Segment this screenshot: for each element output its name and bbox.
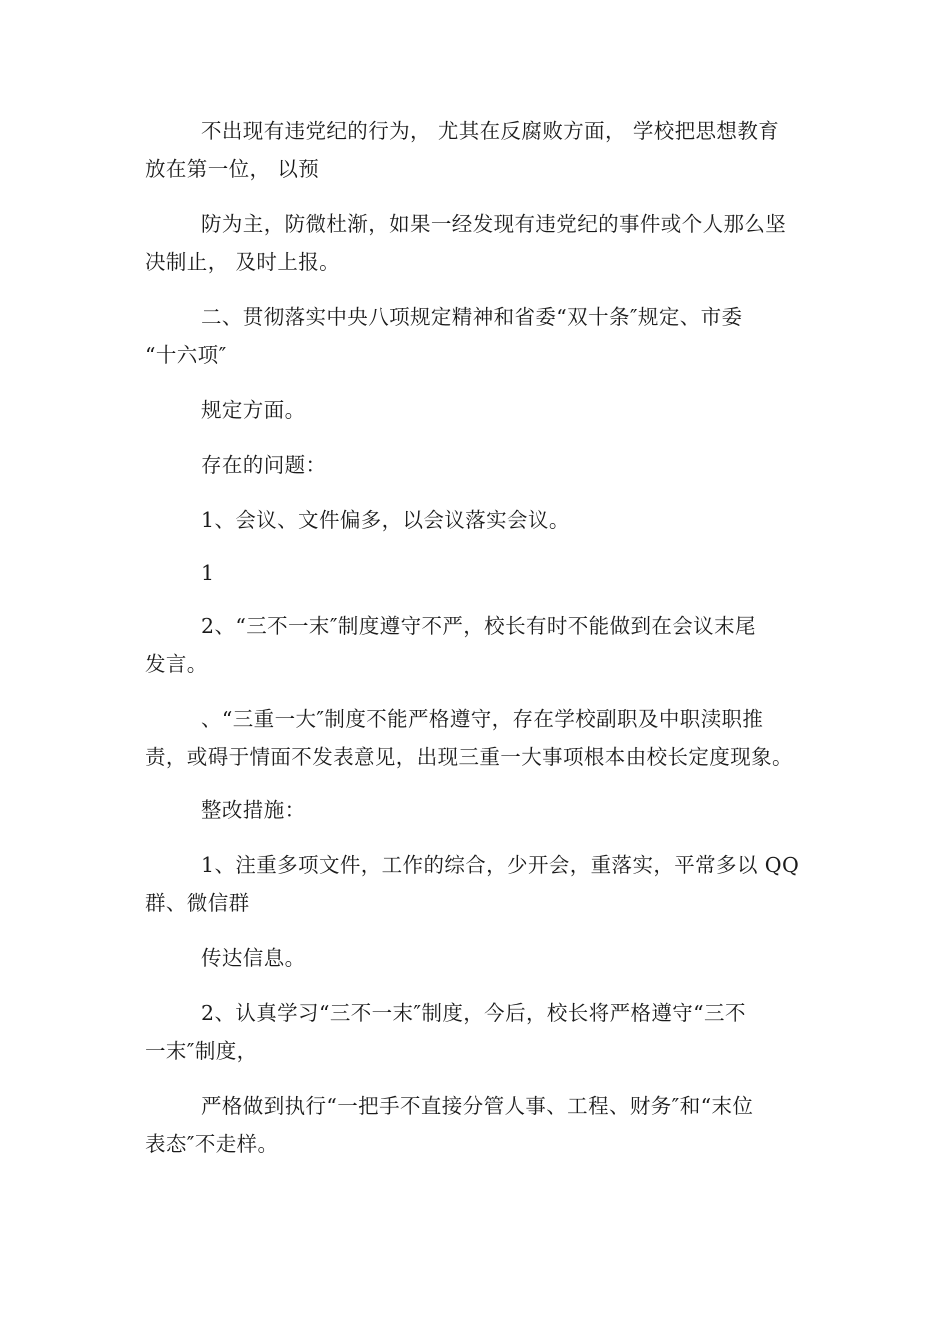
text-line: 2、“三不一末″制度遵守不严，校长有时不能做到在会议末尾: [201, 614, 756, 638]
text-line: 传达信息。: [201, 946, 306, 970]
measure-item-1: [145, 846, 807, 922]
text-line: 防为主，防微杜渐，如果一经发现有违党纪的事件或个人那么坚: [201, 212, 787, 236]
problem-item-3: [145, 700, 807, 776]
text-line: 决制止， 及时上报。: [145, 250, 341, 274]
text-line: 二、贯彻落实中央八项规定精神和省委“双十条″规定、市委: [201, 305, 743, 329]
paragraph-prevention: [145, 205, 807, 281]
problem-item-2: [145, 607, 807, 683]
text-line: 责，或碍于情面不发表意见，出现三重一大事项根本由校长定度现象。: [145, 745, 793, 769]
section-heading-eight-rules: [145, 298, 807, 374]
text-line: 一末″制度，: [145, 1039, 258, 1063]
text-line: 规定方面。: [201, 398, 306, 422]
text-line: 群、微信群: [145, 891, 250, 915]
text-line: 、“三重一大″制度不能严格遵守，存在学校副职及中职渎职推: [201, 707, 764, 731]
text-line: 1、会议、文件偏多，以会议落实会议。: [201, 508, 570, 532]
heading-rectification-measures: [145, 791, 807, 829]
text-line: 1、注重多项文件，工作的综合，少开会，重落实，平常多以 QQ: [201, 853, 800, 877]
text-line: 存在的问题：: [201, 453, 327, 477]
paragraph-rules-aspect: [145, 391, 807, 429]
measure-item-1-continued: [145, 939, 807, 977]
heading-existing-problems: [145, 446, 807, 484]
measure-item-2: [145, 994, 807, 1070]
text-line: “十六项″: [145, 343, 227, 367]
text-line: 1: [201, 561, 215, 585]
text-line: 发言。: [145, 652, 208, 676]
text-line: 放在第一位， 以预: [145, 157, 320, 181]
stray-number: [145, 554, 807, 592]
measure-item-2-continued: [145, 1087, 807, 1163]
text-line: 整改措施：: [201, 798, 306, 822]
paragraph-anti-corruption: [145, 112, 807, 188]
text-line: 表态″不走样。: [145, 1132, 279, 1156]
text-line: 不出现有违党纪的行为， 尤其在反腐败方面， 学校把思想教育: [201, 119, 780, 143]
problem-item-1: [145, 501, 807, 539]
text-line: 严格做到执行“一把手不直接分管人事、工程、财务″和“末位: [201, 1094, 754, 1118]
text-line: 2、认真学习“三不一末″制度，今后，校长将严格遵守“三不: [201, 1001, 746, 1025]
